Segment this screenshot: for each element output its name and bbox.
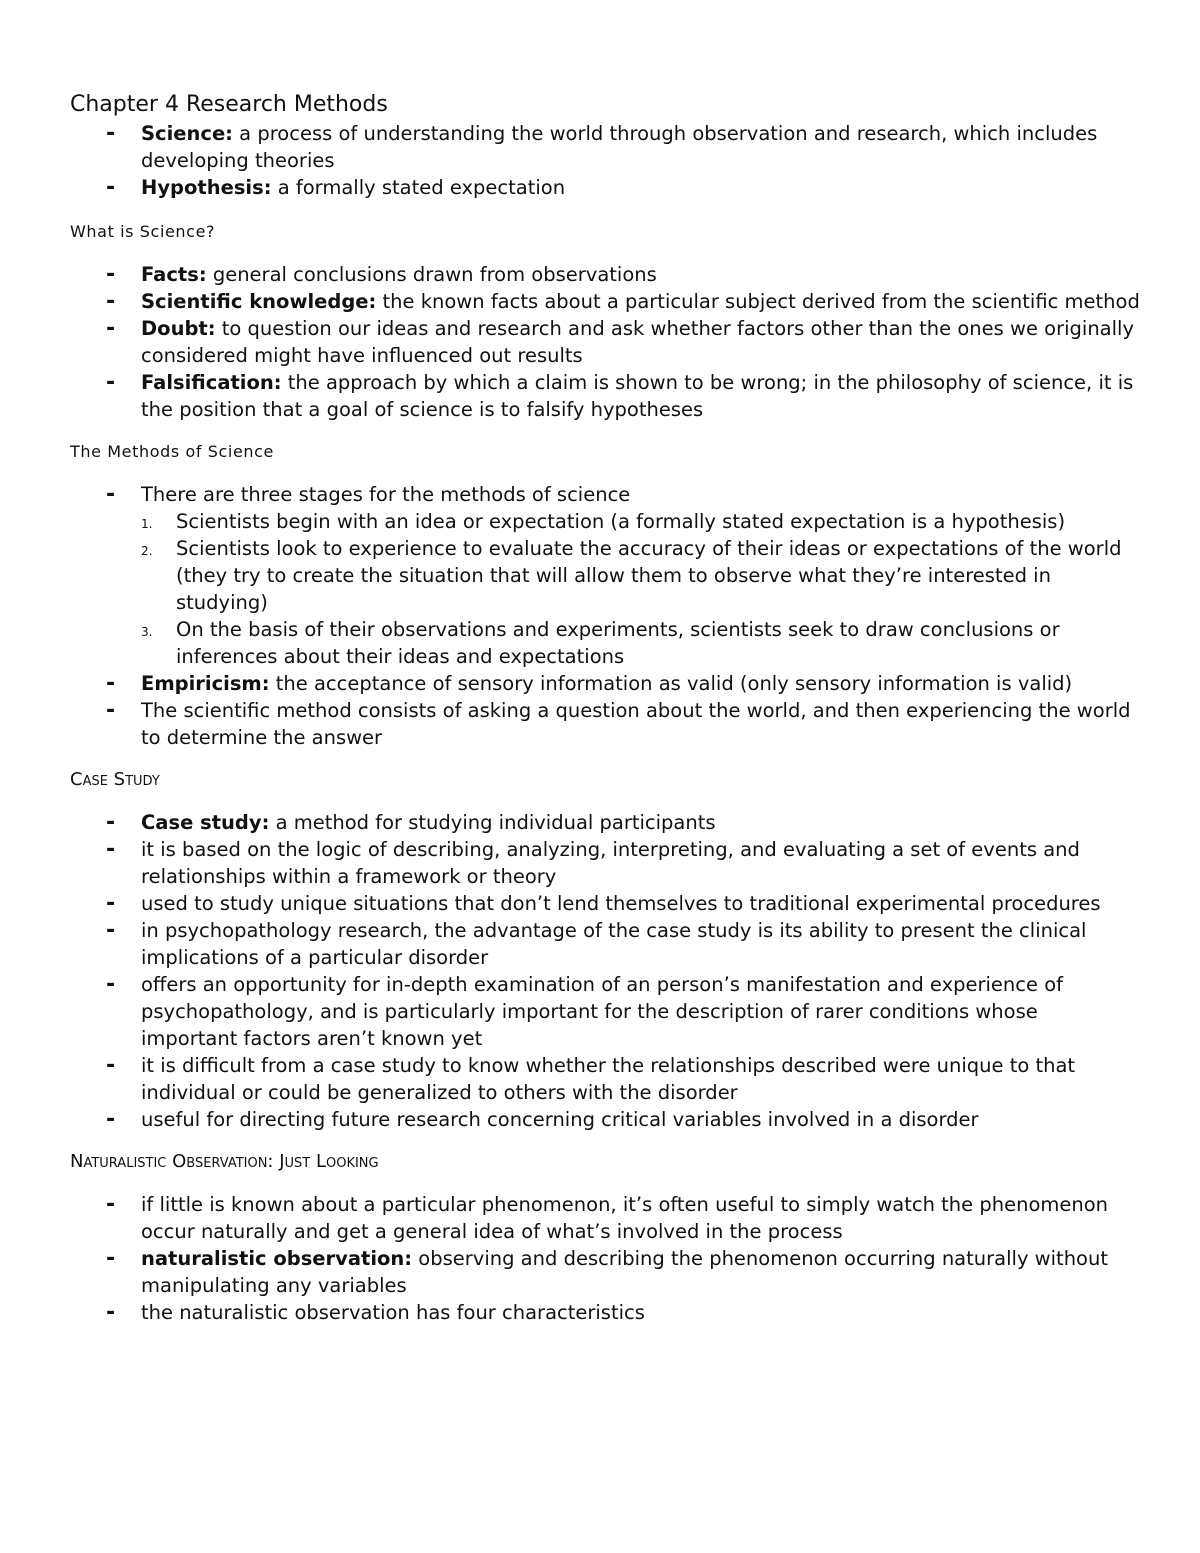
term-label: Hypothesis: — [141, 176, 272, 199]
document-page — [70, 90, 1140, 1326]
term-label: Facts: — [141, 263, 207, 286]
term-label: Doubt: — [141, 317, 216, 340]
naturalistic-list — [70, 1191, 1140, 1326]
item-text: Scientists begin with an idea or expectation (a formally stated expectation is a hypothesis) — [176, 510, 1066, 533]
list-item — [70, 369, 1140, 423]
list-item — [70, 809, 1140, 836]
term-definition: the acceptance of sensory information as valid (only sensory information is valid) — [269, 672, 1073, 695]
list-item: - if little is known about a particular phenomenon, it’s often useful to simply watch the phenomenon occur naturally and get a general idea of what’s involved in the process — [70, 1191, 1140, 1245]
item-number: 2. — [141, 544, 153, 558]
list-item: - the naturalistic observation has four characteristics — [70, 1299, 1140, 1326]
case-study-list — [70, 809, 1140, 1133]
list-item: - offers an opportunity for in-depth examination of an person’s manifestation and experience of psychopathology, and is particularly important for the description of rarer conditions whose important factors aren’t known yet — [70, 971, 1140, 1052]
item-text: On the basis of their observations and experiments, scientists seek to draw conclusions or inferences about their ideas and expectations — [176, 618, 1060, 668]
term-label: Empiricism: — [141, 672, 270, 695]
intro-list — [70, 120, 1140, 201]
list-item: - it is based on the logic of describing, analyzing, interpreting, and evaluating a set of events and relationships within a framework or theory — [70, 836, 1140, 890]
list-item: - used to study unique situations that don’t lend themselves to traditional experimental procedures — [70, 890, 1140, 917]
section-heading-naturalistic-observation: Naturalistic Observation: Just Looking — [70, 1151, 379, 1172]
numbered-item — [141, 508, 1140, 535]
stages-list — [141, 508, 1140, 670]
term-definition: a method for studying individual participants — [269, 811, 716, 834]
section-heading-what-is-science: What is Science? — [70, 222, 216, 241]
stages-intro: There are three stages for the methods of science — [141, 483, 631, 506]
list-item: - it is difficult from a case study to know whether the relationships described were unique to that individual or could be generalized to others with the disorder — [70, 1052, 1140, 1106]
list-item — [70, 670, 1140, 697]
list-item — [70, 1245, 1140, 1299]
item-text: The scientific method consists of asking a question about the world, and then experiencing the world to determine the answer — [141, 699, 1131, 749]
item-number: 3. — [141, 625, 153, 639]
term-definition: general conclusions drawn from observations — [206, 263, 657, 286]
list-item — [70, 481, 1140, 670]
list-item — [70, 174, 1140, 201]
term-label: Science: — [141, 122, 233, 145]
item-text: Scientists look to experience to evaluate the accuracy of their ideas or expectations of the world (they try to create the situation that will allow them to observe what they’re interested in studying) — [176, 537, 1122, 614]
section-heading-methods-of-science: The Methods of Science — [70, 442, 275, 461]
numbered-item — [141, 535, 1140, 616]
page-title: Chapter 4 Research Methods — [70, 92, 388, 117]
term-definition: the approach by which a claim is shown to be wrong; in the philosophy of science, it is the position that a goal of science is to falsify hypotheses — [141, 371, 1134, 421]
list-item: - useful for directing future research concerning critical variables involved in a disorder — [70, 1106, 1140, 1133]
list-item — [70, 261, 1140, 288]
term-definition: a process of understanding the world through observation and research, which includes developing theories — [141, 122, 1098, 172]
list-item — [70, 288, 1140, 315]
methods-list — [70, 481, 1140, 751]
term-definition: to question our ideas and research and ask whether factors other than the ones we originally considered might have influenced out results — [141, 317, 1134, 367]
term-definition: the known facts about a particular subject derived from the scientific method — [376, 290, 1140, 313]
list-item — [70, 697, 1140, 751]
list-item — [70, 315, 1140, 369]
list-item: - in psychopathology research, the advantage of the case study is its ability to present the clinical implications of a particular disorder — [70, 917, 1140, 971]
list-item — [70, 120, 1140, 174]
term-label: naturalistic observation: — [141, 1247, 413, 1270]
term-label: Scientific knowledge: — [141, 290, 377, 313]
term-label: Case study: — [141, 811, 270, 834]
numbered-item — [141, 616, 1140, 670]
section-heading-case-study: Case Study — [70, 769, 160, 790]
term-definition: observing and describing the phenomenon occurring naturally without manipulating any variables — [141, 1247, 1108, 1297]
term-label: Falsification: — [141, 371, 282, 394]
science-list — [70, 261, 1140, 423]
item-number: 1. — [141, 517, 153, 531]
term-definition: a formally stated expectation — [271, 176, 566, 199]
